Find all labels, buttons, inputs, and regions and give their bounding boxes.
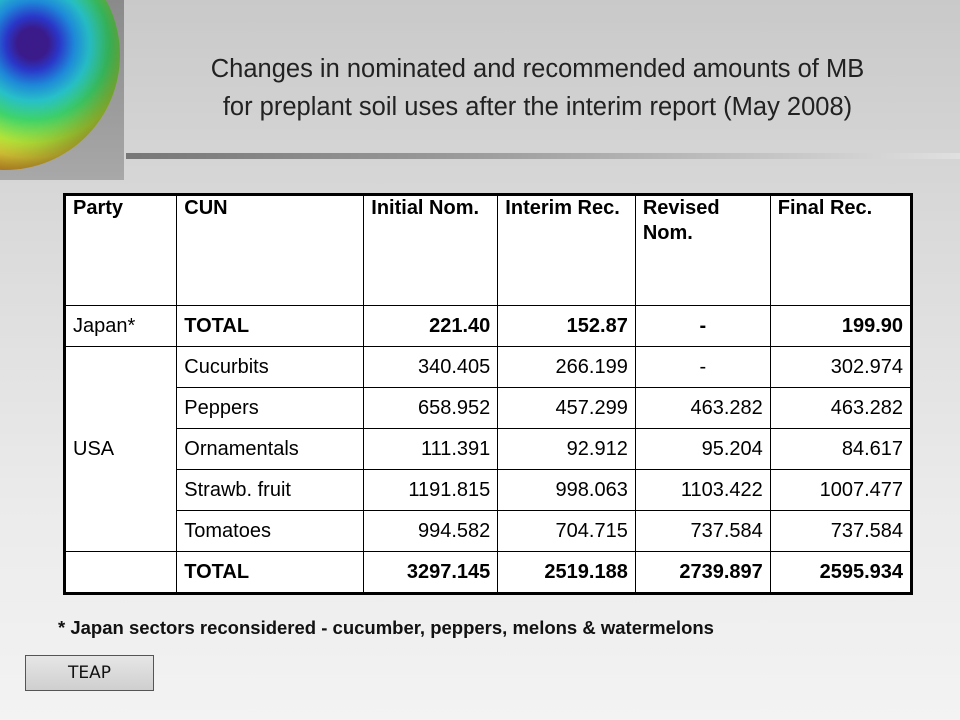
table-row (65, 470, 912, 511)
cell-interim: 2519.188 (498, 552, 636, 594)
cell-party: Japan* (65, 306, 177, 347)
cell-revised: - (635, 347, 770, 388)
cell-final: 737.584 (770, 511, 911, 552)
cell-revised: - (635, 306, 770, 347)
teap-badge: TEAP (25, 655, 154, 691)
cell-cun: Cucurbits (177, 347, 364, 388)
cell-final: 1007.477 (770, 470, 911, 511)
cell-interim: 704.715 (498, 511, 636, 552)
mb-amounts-table (63, 193, 913, 595)
cell-initial: 3297.145 (364, 552, 498, 594)
cell-initial: 221.40 (364, 306, 498, 347)
cell-interim: 457.299 (498, 388, 636, 429)
header-cun: CUN (177, 195, 364, 306)
cell-party-usa: USA (65, 347, 177, 552)
header-final-rec: Final Rec. (770, 195, 911, 306)
cell-revised: 95.204 (635, 429, 770, 470)
header-revised-nom: Revised Nom. (635, 195, 770, 306)
footnote: * Japan sectors reconsidered - cucumber, peppers, melons & watermelons (58, 617, 714, 638)
table-row (65, 388, 912, 429)
cell-revised: 2739.897 (635, 552, 770, 594)
title-line-1: Changes in nominated and recommended amounts of MB (210, 55, 865, 83)
cell-final: 2595.934 (770, 552, 911, 594)
cell-interim: 152.87 (498, 306, 636, 347)
cell-revised: 463.282 (635, 388, 770, 429)
cell-cun: TOTAL (177, 306, 364, 347)
slide-title (115, 50, 960, 126)
cell-interim: 998.063 (498, 470, 636, 511)
title-divider (126, 153, 960, 159)
cell-cun: Tomatoes (177, 511, 364, 552)
header-initial-nom: Initial Nom. (364, 195, 498, 306)
table-row (65, 511, 912, 552)
cell-final: 84.617 (770, 429, 911, 470)
cell-initial: 994.582 (364, 511, 498, 552)
cell-revised: 1103.422 (635, 470, 770, 511)
cell-cun: Strawb. fruit (177, 470, 364, 511)
cell-initial: 1191.815 (364, 470, 498, 511)
cell-interim: 266.199 (498, 347, 636, 388)
cell-final: 199.90 (770, 306, 911, 347)
header-interim-rec: Interim Rec. (498, 195, 636, 306)
cell-initial: 658.952 (364, 388, 498, 429)
cell-party (65, 552, 177, 594)
title-line-2: for preplant soil uses after the interim report (May 2008) (222, 93, 853, 121)
cell-revised: 737.584 (635, 511, 770, 552)
table-header-row (65, 195, 912, 306)
cell-final: 302.974 (770, 347, 911, 388)
cell-cun: TOTAL (177, 552, 364, 594)
table-row (65, 347, 912, 388)
cell-interim: 92.912 (498, 429, 636, 470)
cell-final: 463.282 (770, 388, 911, 429)
cell-initial: 340.405 (364, 347, 498, 388)
cell-initial: 111.391 (364, 429, 498, 470)
table-row-japan (65, 306, 912, 347)
ozone-globe-image (0, 0, 124, 180)
cell-cun: Ornamentals (177, 429, 364, 470)
table-row (65, 429, 912, 470)
cell-cun: Peppers (177, 388, 364, 429)
header-party: Party (65, 195, 177, 306)
table-row-total (65, 552, 912, 594)
